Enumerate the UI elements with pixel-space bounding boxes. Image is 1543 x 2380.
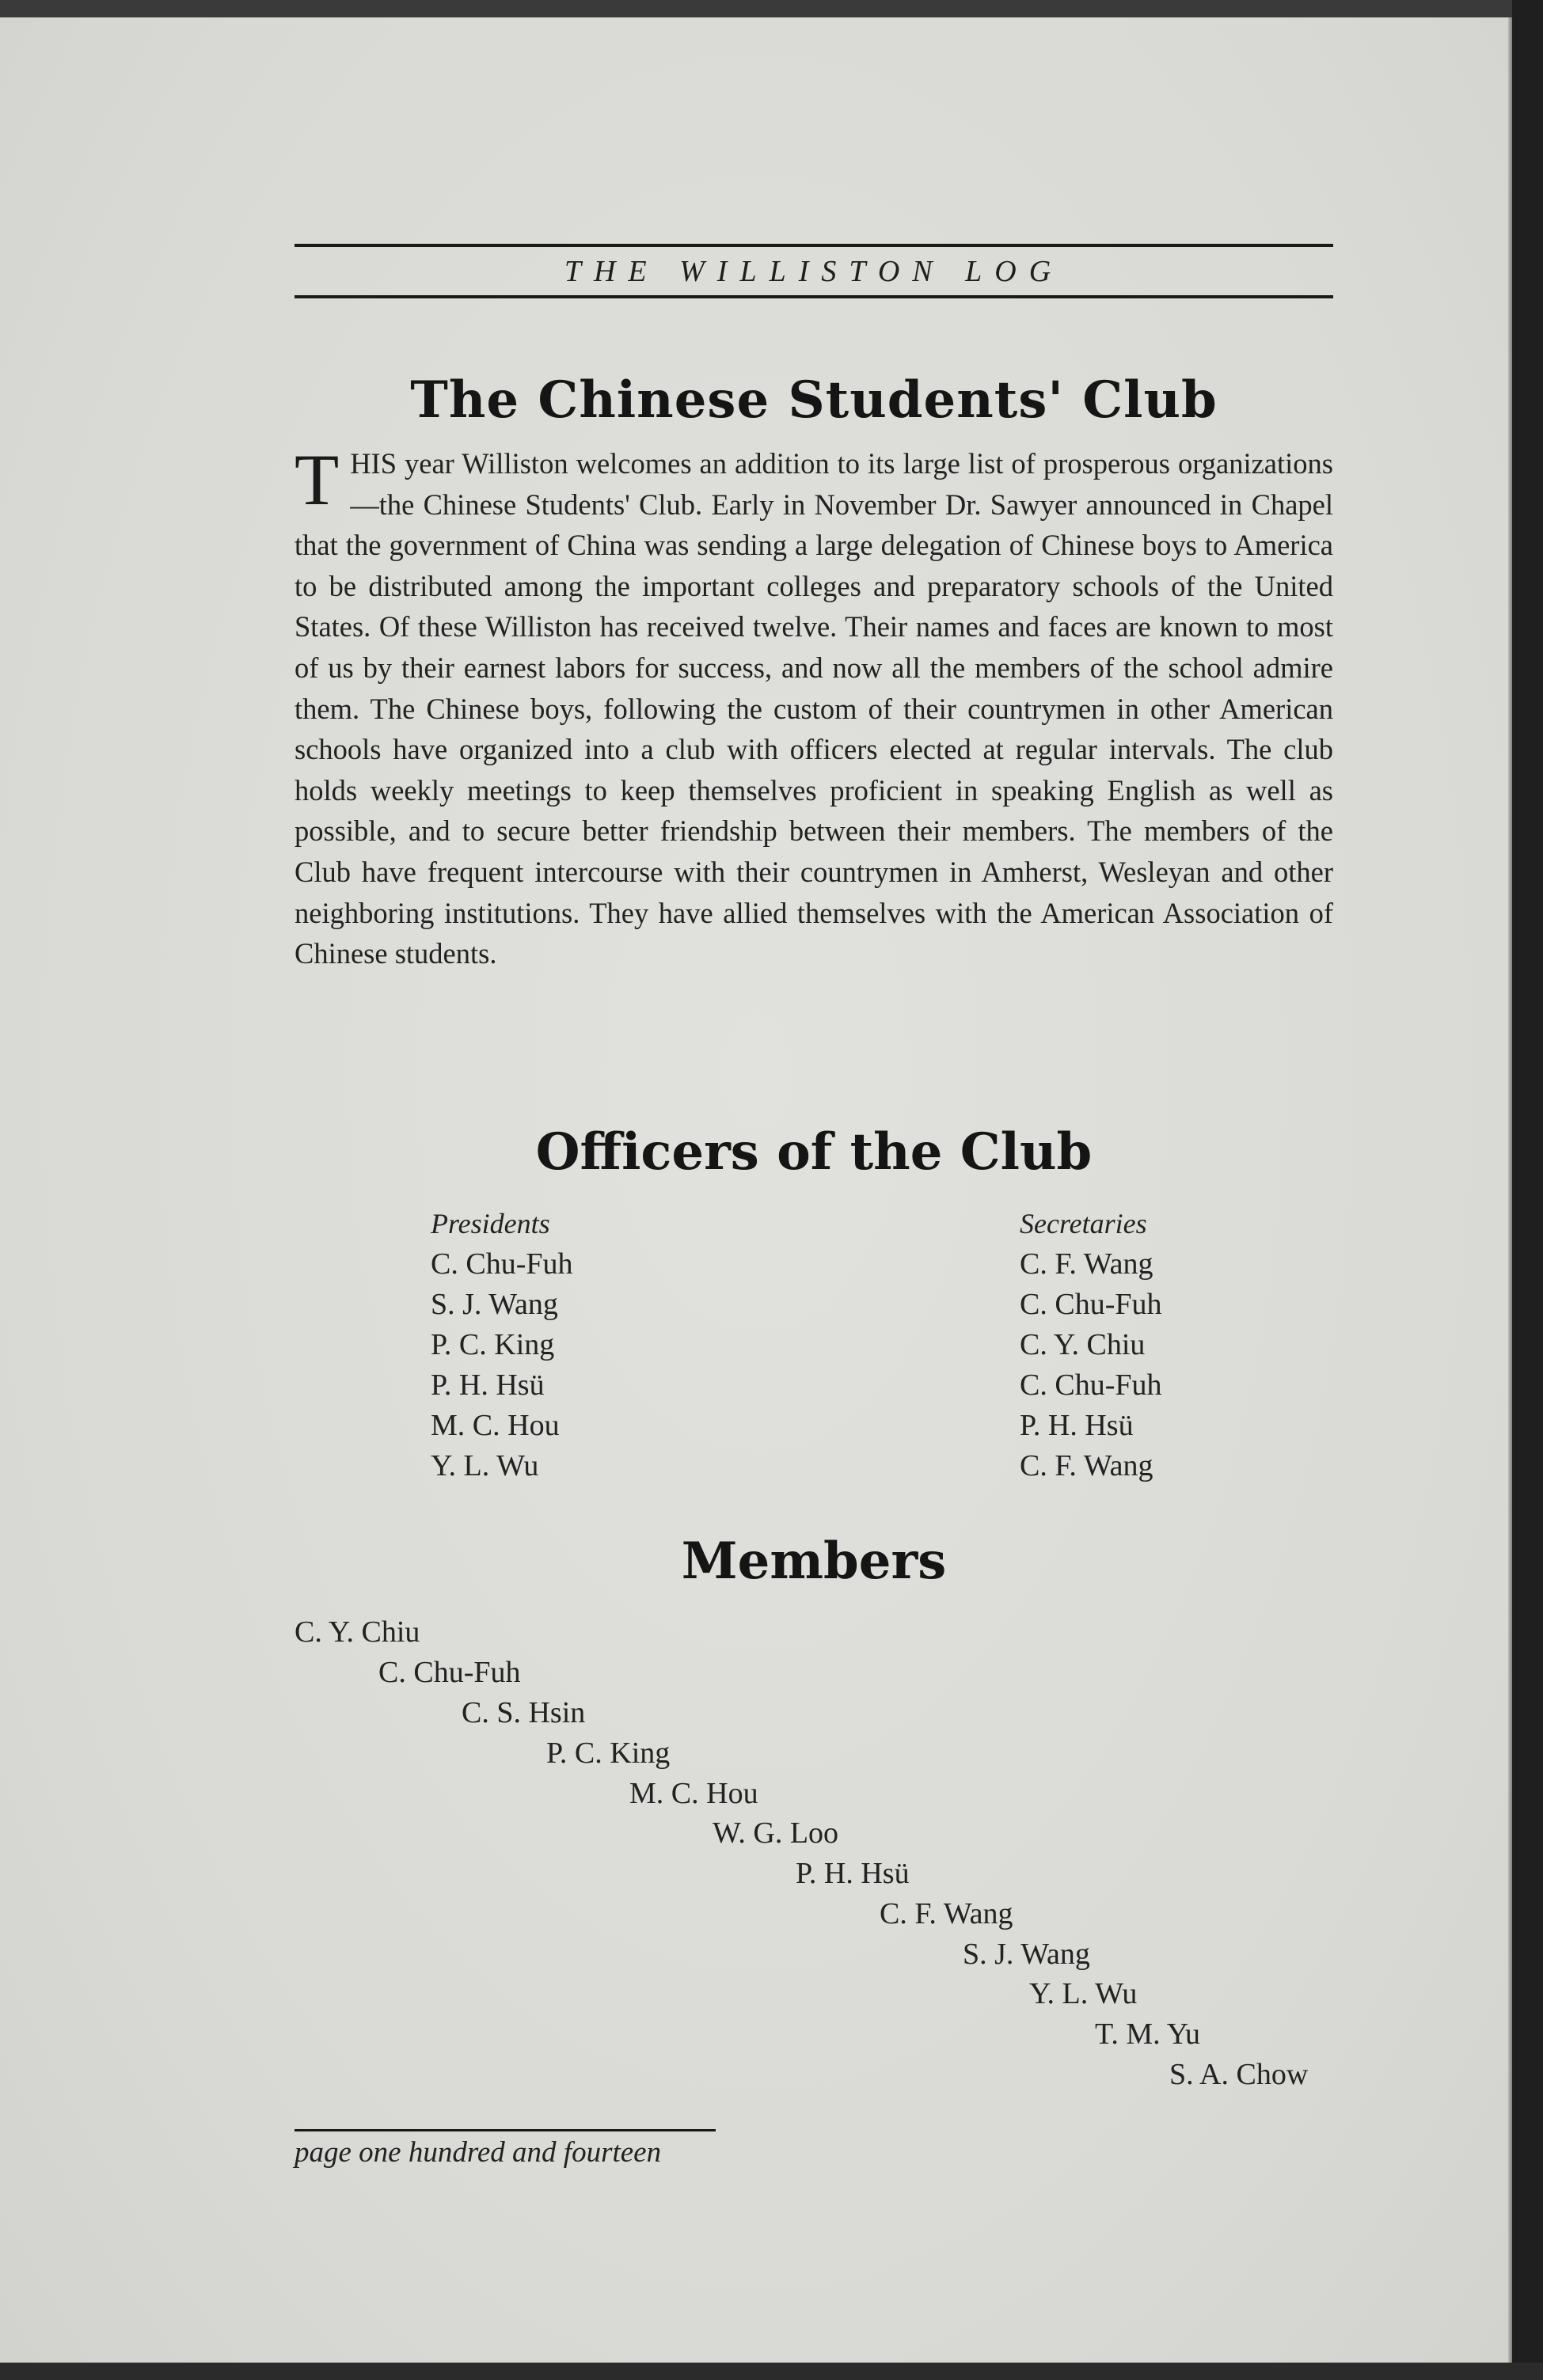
secretary-name: C. Y. Chiu	[1020, 1328, 1146, 1361]
running-head: THE WILLISTON LOG	[564, 255, 1064, 288]
header-rule-top	[295, 244, 1333, 247]
member-name: T. M. Yu	[1095, 2017, 1200, 2051]
article-title: The Chinese Students' Club	[410, 370, 1218, 430]
president-name: P. C. King	[431, 1328, 555, 1361]
member-name: Y. L. Wu	[1029, 1977, 1138, 2010]
president-name: C. Chu-Fuh	[431, 1247, 573, 1281]
member-name: C. F. Wang	[880, 1897, 1013, 1930]
article-body	[295, 439, 1333, 974]
member-name: C. Y. Chiu	[295, 1615, 420, 1649]
article-body-text: HIS year Williston welcomes an addition to its large list of prosperous organizations—the Chinese Students' Club. Early in November Dr. Sawyer announced in Chapel that the government of China was sending a large delegation of Chinese boys to America to be distributed among the important colleges and preparatory schools of the United States. Of these Williston has received twelve. Their names and faces are known to most of us by their earnest labors for success, and now all the members of the school admire them. The Chinese boys, following the custom of their countrymen in other American schools have organized into a club with officers elected at regular intervals. The club holds weekly meetings to keep themselves proficient in speaking English as well as possible, and to secure better friendship between their members. The members of the Club have frequent intercourse with their countrymen in Amherst, Wesleyan and other neighboring institutions. They have allied themselves with the American Association of Chinese students.	[295, 447, 1333, 970]
member-name: C. S. Hsin	[462, 1696, 586, 1729]
member-name: W. G. Loo	[713, 1816, 839, 1850]
secretary-name: C. F. Wang	[1020, 1247, 1153, 1281]
scan-border-top	[0, 0, 1543, 17]
member-name: P. C. King	[546, 1737, 671, 1770]
secretary-name: C. F. Wang	[1020, 1449, 1153, 1482]
president-name: P. H. Hsü	[431, 1368, 545, 1402]
scan-border-bottom	[0, 2363, 1543, 2380]
president-name: M. C. Hou	[431, 1409, 560, 1442]
president-name: Y. L. Wu	[431, 1449, 539, 1482]
page	[0, 17, 1514, 2363]
secretary-name: P. H. Hsü	[1020, 1409, 1134, 1442]
member-name: S. A. Chow	[1169, 2058, 1309, 2091]
member-name: M. C. Hou	[629, 1777, 758, 1810]
footer-rule	[295, 2129, 716, 2131]
member-name: P. H. Hsü	[796, 1857, 910, 1890]
header-rule-bottom	[295, 295, 1333, 298]
officers-title: Officers of the Club	[535, 1122, 1093, 1182]
members-title: Members	[681, 1532, 947, 1591]
drop-cap: T	[295, 439, 340, 520]
presidents-heading: Presidents	[431, 1208, 550, 1239]
president-name: S. J. Wang	[431, 1288, 558, 1321]
member-name: S. J. Wang	[963, 1938, 1090, 1971]
secretary-name: C. Chu-Fuh	[1020, 1288, 1162, 1321]
page-number-footer: page one hundred and fourteen	[295, 2136, 662, 2169]
scan-border-right	[1512, 0, 1543, 2380]
secretary-name: C. Chu-Fuh	[1020, 1368, 1162, 1402]
member-name: C. Chu-Fuh	[378, 1656, 521, 1689]
secretaries-heading: Secretaries	[1020, 1208, 1147, 1239]
